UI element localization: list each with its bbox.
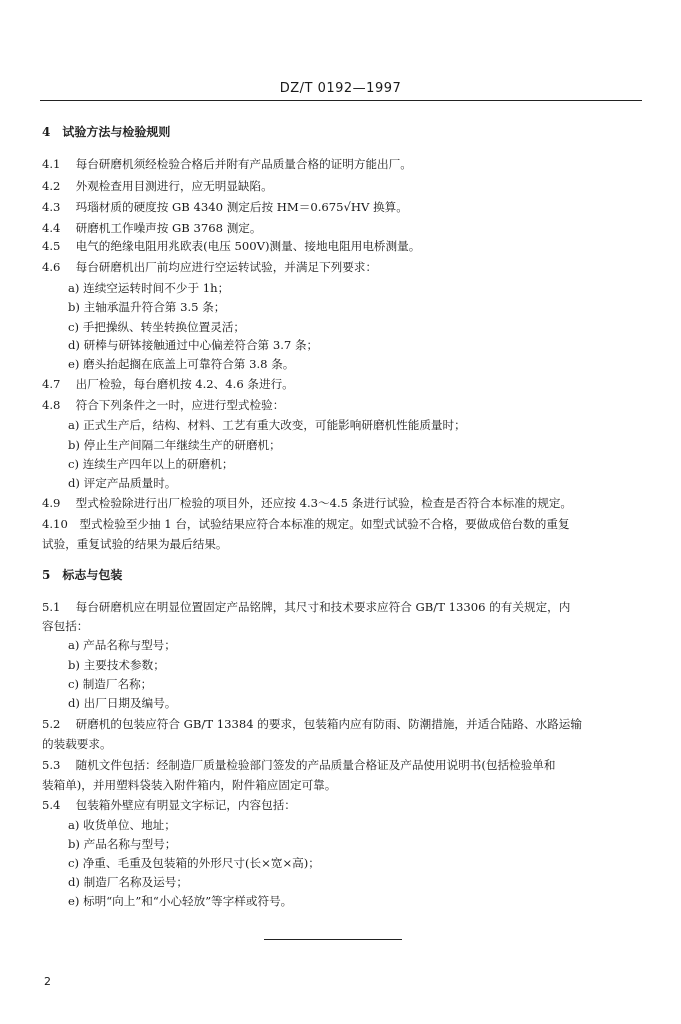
clause-text: 研磨机工作噪声按 GB 3768 测定。 (75, 221, 262, 235)
section-4-heading: 4 试验方法与检验规则 (42, 125, 171, 139)
clause-5-4 (42, 798, 296, 812)
clause-number: 4.2 (42, 179, 61, 193)
clause-number: 4.6 (42, 260, 61, 274)
list-item: e) 标明“向上”和“小心轻放”等字样或符号。 (68, 894, 293, 908)
clause-number: 4.8 (42, 398, 61, 412)
clause-5-2 (42, 717, 582, 731)
clause-number: 4.10 (42, 517, 68, 531)
clause-text: 符合下列条件之一时，应进行型式检验： (75, 398, 285, 412)
clause-text: 型式检验至少抽 1 台，试验结果应符合本标准的规定。如型式试验不合格，要做成倍台数的重复 (79, 517, 570, 531)
list-item: d) 评定产品质量时。 (68, 476, 177, 490)
clause-4-8 (42, 398, 284, 412)
list-item: c) 制造厂名称； (68, 677, 153, 691)
clause-continuation: 装箱单)，并用塑料袋装入附件箱内，附件箱应固定可靠。 (42, 778, 337, 792)
list-item: d) 出厂日期及编号。 (68, 696, 177, 710)
list-item: e) 磨头抬起搁在底盖上可靠符合第 3.8 条。 (68, 357, 295, 371)
clause-number: 4.5 (42, 239, 61, 253)
list-item: a) 正式生产后，结构、材料、工艺有重大改变，可能影响研磨机性能质量时； (68, 418, 466, 432)
clause-4-9 (42, 496, 572, 510)
clause-continuation: 容包括： (42, 619, 89, 633)
clause-4-10 (42, 517, 570, 531)
clause-number: 4.7 (42, 377, 61, 391)
list-item: b) 产品名称与型号； (68, 837, 177, 851)
clause-4-5 (42, 239, 420, 253)
clause-number: 5.1 (42, 600, 61, 614)
list-item: b) 主要技术参数； (68, 658, 165, 672)
clause-number: 4.9 (42, 496, 61, 510)
clause-number: 4.4 (42, 221, 61, 235)
page-number: 2 (44, 975, 51, 988)
clause-4-2 (42, 179, 273, 193)
clause-text: 包装箱外壁应有明显文字标记，内容包括： (75, 798, 296, 812)
clause-text: 每台研磨机须经检验合格后并附有产品质量合格的证明方能出厂。 (75, 157, 412, 171)
list-item: a) 收货单位、地址； (68, 818, 176, 832)
clause-4-6 (42, 260, 377, 274)
clause-text: 型式检验除进行出厂检验的项目外，还应按 4.3～4.5 条进行试验，检查是否符合本标准的规定。 (75, 496, 573, 510)
clause-text: 玛瑙材质的硬度按 GB 4340 测定后按 HM＝0.675√HV 换算。 (75, 200, 408, 214)
list-item: c) 净重、毛重及包装箱的外形尺寸(长×宽×高)； (68, 856, 320, 870)
clause-5-1 (42, 600, 570, 614)
list-item: b) 主轴承温升符合第 3.5 条； (68, 300, 226, 314)
clause-text: 外观检查用目测进行，应无明显缺陷。 (75, 179, 273, 193)
clause-number: 5.3 (42, 758, 61, 772)
standard-code: DZ/T 0192—1997 (279, 81, 402, 96)
list-item: c) 手把操纵、转坐转换位置灵活； (68, 320, 246, 334)
clause-4-1 (42, 157, 412, 171)
list-item: d) 研棒与研钵接触通过中心偏差符合第 3.7 条； (68, 338, 319, 352)
end-rule (264, 939, 402, 940)
clause-5-3 (42, 758, 555, 772)
list-item: c) 连续生产四年以上的研磨机； (68, 457, 234, 471)
clause-4-4 (42, 221, 261, 235)
clause-number: 5.4 (42, 798, 61, 812)
clause-number: 4.3 (42, 200, 61, 214)
clause-text: 每台研磨机应在明显位置固定产品铭牌，其尺寸和技术要求应符合 GB/T 13306 的有关规定，内 (75, 600, 571, 614)
clause-number: 5.2 (42, 717, 61, 731)
header-rule (40, 100, 642, 101)
clause-text: 随机文件包括：经制造厂质量检验部门签发的产品质量合格证及产品使用说明书(包括检验单和 (75, 758, 556, 772)
clause-text: 出厂检验，每台磨机按 4.2、4.6 条进行。 (75, 377, 294, 391)
clause-continuation: 的装载要求。 (42, 737, 112, 751)
section-5-heading: 5 标志与包装 (42, 568, 123, 582)
clause-text: 电气的绝缘电阻用兆欧表(电压 500V)测量、接地电阻用电桥测量。 (75, 239, 421, 253)
clause-4-7 (42, 377, 294, 391)
list-item: b) 停止生产间隔二年继续生产的研磨机； (68, 438, 281, 452)
clause-4-3 (42, 200, 408, 214)
clause-text: 每台研磨机出厂前均应进行空运转试验，并满足下列要求： (75, 260, 378, 274)
list-item: a) 产品名称与型号； (68, 638, 176, 652)
clause-number: 4.1 (42, 157, 61, 171)
clause-text: 研磨机的包装应符合 GB/T 13384 的要求，包装箱内应有防雨、防潮措施，并适合陆路、水路运输 (75, 717, 582, 731)
clause-continuation: 试验，重复试验的结果为最后结果。 (42, 537, 228, 551)
list-item: d) 制造厂名称及运号； (68, 875, 188, 889)
list-item: a) 连续空运转时间不少于 1h； (68, 281, 230, 295)
